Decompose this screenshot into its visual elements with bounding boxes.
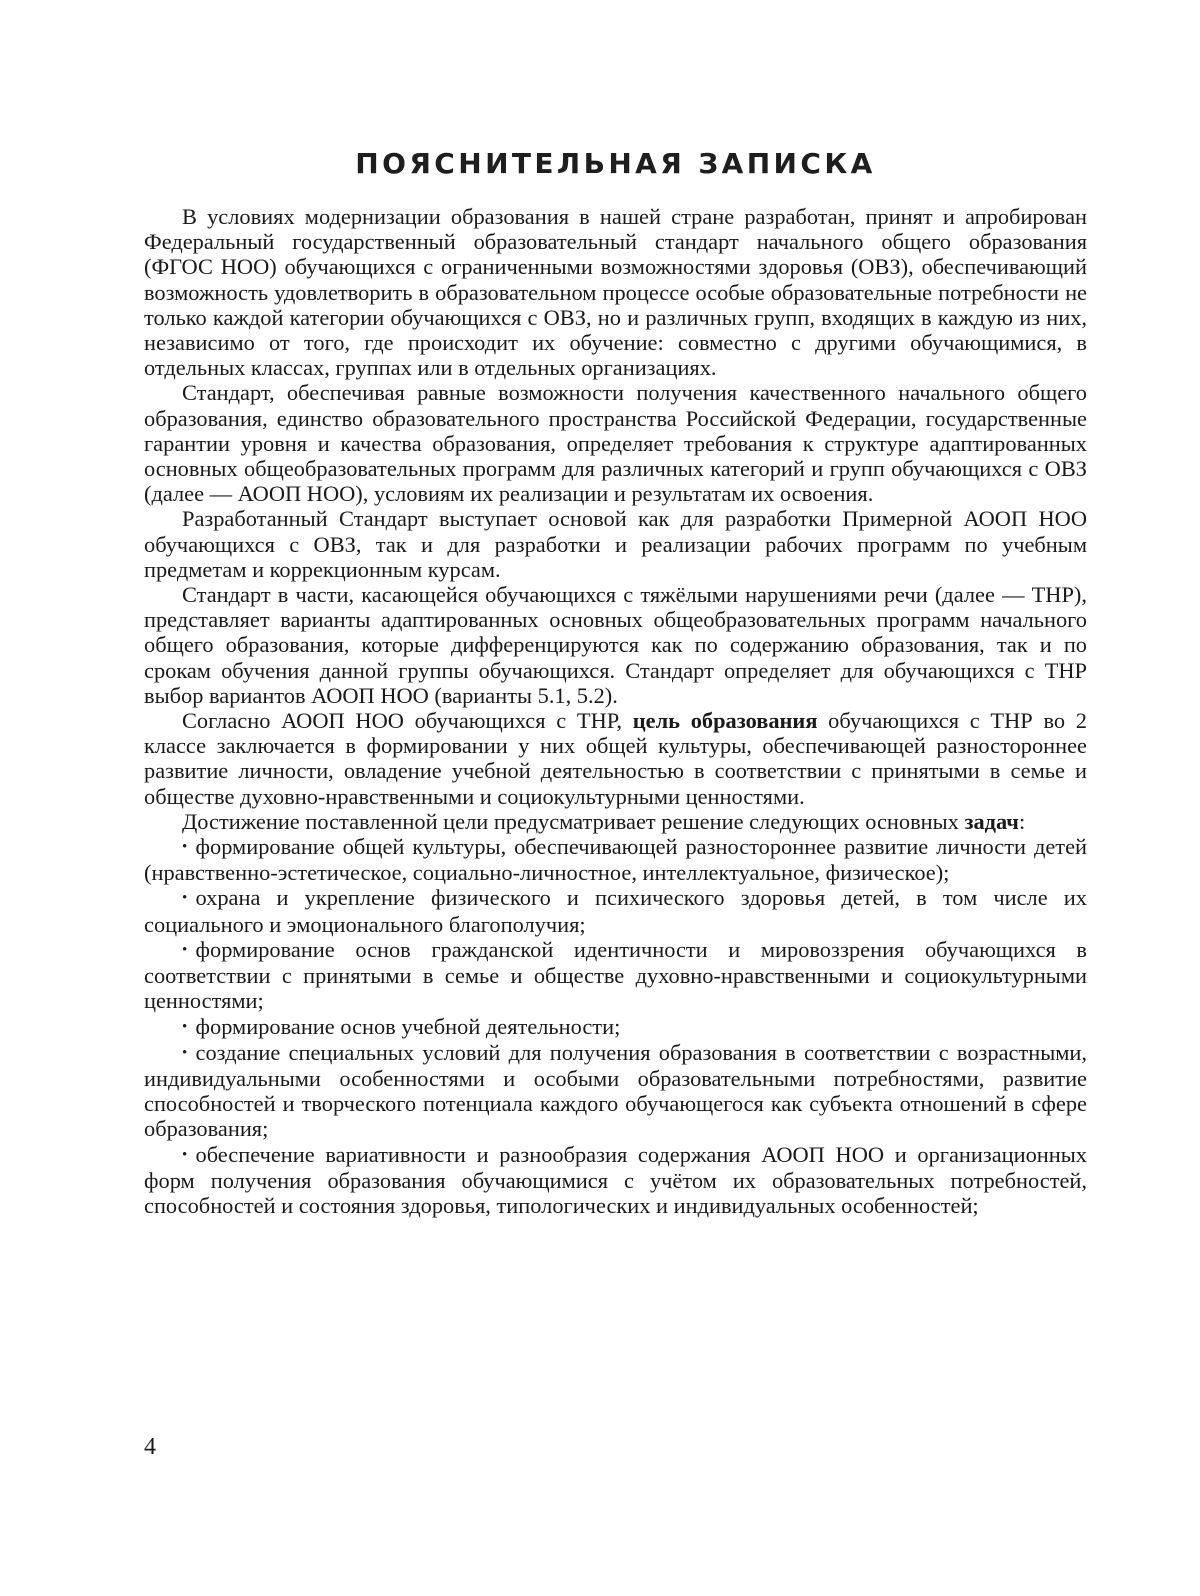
bullet-icon: • — [182, 839, 188, 856]
paragraph: Стандарт в части, касающейся обучающихся с тяжёлыми нарушениями речи (далее — ТНР), представляет варианты адаптированных основных общеобразовательных программ начального общего образования, которые дифференцируются как по содержанию образования, так и по срокам обучения данной группы обучающихся. Стандарт определяет для обучающихся с ТНР выбор вариантов АООП НОО (варианты 5.1, 5.2). — [144, 582, 1087, 708]
paragraph-text: Достижение поставленной цели предусматривает решение следующих основных — [182, 808, 965, 834]
paragraph-text: обучающихся с ТНР во 2 классе заключается в формировании у них общей культуры, обеспечивающей разностороннее развитие личности, овладение учебной деятельностью в соответствии с принятыми в семье и обществе духовно-нравственными и социокультурными ценностями. — [144, 708, 1087, 809]
list-item-text: создание специальных условий для получения образования в соответствии с возрастными, индивидуальными особенностями и особыми образовательными потребностями, развитие способностей и творческого потенциала каждого обучающегося как субъекта отношений в сфере образования; — [144, 1039, 1087, 1142]
list-item — [144, 1142, 1087, 1219]
bullet-icon: • — [182, 890, 188, 907]
page-number: 4 — [144, 1434, 156, 1460]
list-item-text: формирование основ гражданской идентичности и мировоззрения обучающихся в соответствии с принятыми в семье и обществе духовно-нравственными и социокультурными ценностями; — [144, 936, 1087, 1014]
list-item-text: формирование основ учебной деятельности; — [195, 1013, 621, 1039]
list-item-text: формирование общей культуры, обеспечивающей разностороннее развитие личности детей (нравственно-эстетическое, социально-личностное, интеллектуальное, физическое); — [144, 834, 1087, 886]
paragraph — [144, 809, 1087, 834]
bold-term-tasks: задач — [964, 808, 1019, 834]
paragraph: Разработанный Стандарт выступает основой как для разработки Примерной АООП НОО обучающихся с ОВЗ, так и для разработки и реализации рабочих программ по учебным предметам и коррекционным курсам. — [144, 506, 1087, 582]
bullet-icon: • — [182, 1146, 188, 1163]
list-item — [144, 1014, 1087, 1040]
paragraph — [144, 708, 1087, 809]
bullet-icon: • — [182, 1044, 188, 1061]
list-item-text: обеспечение вариативности и разнообразия содержания АООП НОО и организационных форм получения образования обучающимися с учётом их образовательных потребностей, способностей и состояния здоровья, типологических и индивидуальных особенностей; — [144, 1141, 1087, 1218]
list-item — [144, 834, 1087, 885]
paragraph-text: : — [1018, 808, 1026, 834]
page-title: ПОЯСНИТЕЛЬНАЯ ЗАПИСКА — [355, 147, 876, 180]
bullet-icon: • — [182, 941, 188, 958]
body-text — [144, 204, 1087, 1218]
paragraph: Стандарт, обеспечивая равные возможности получения качественного начального общего образования, единство образовательного пространства Российской Федерации, государственные гарантии уровня и качества образования, определяет требования к структуре адаптированных основных общеобразовательных программ для различных категорий и групп обучающихся с ОВЗ (далее — АООП НОО), условиям их реализации и результатам их освоения. — [144, 380, 1087, 507]
bullet-icon: • — [182, 1018, 188, 1035]
list-item — [144, 1040, 1087, 1142]
list-item — [144, 937, 1087, 1014]
paragraph-text: Согласно АООП НОО обучающихся с ТНР, — [182, 708, 633, 734]
document-page — [144, 0, 1087, 1596]
list-item — [144, 885, 1087, 936]
paragraph: В условиях модернизации образования в нашей стране разработан, принят и апробирован Федеральный государственный образовательный стандарт начального общего образования (ФГОС НОО) обучающихся с ограниченными возможностями здоровья (ОВЗ), обеспечивающий возможность удовлетворить в образовательном процессе особые образовательные потребности не только каждой категории обучающихся с ОВЗ, но и различных групп, входящих в каждую из них, независимо от того, где происходит их обучение: совместно с другими обучающимися, в отдельных классах, группах или в отдельных организациях. — [144, 204, 1087, 381]
bold-term-goal: цель образования — [632, 708, 818, 734]
list-item-text: охрана и укрепление физического и психического здоровья детей, в том числе их социального и эмоционального благополучия; — [144, 885, 1087, 937]
